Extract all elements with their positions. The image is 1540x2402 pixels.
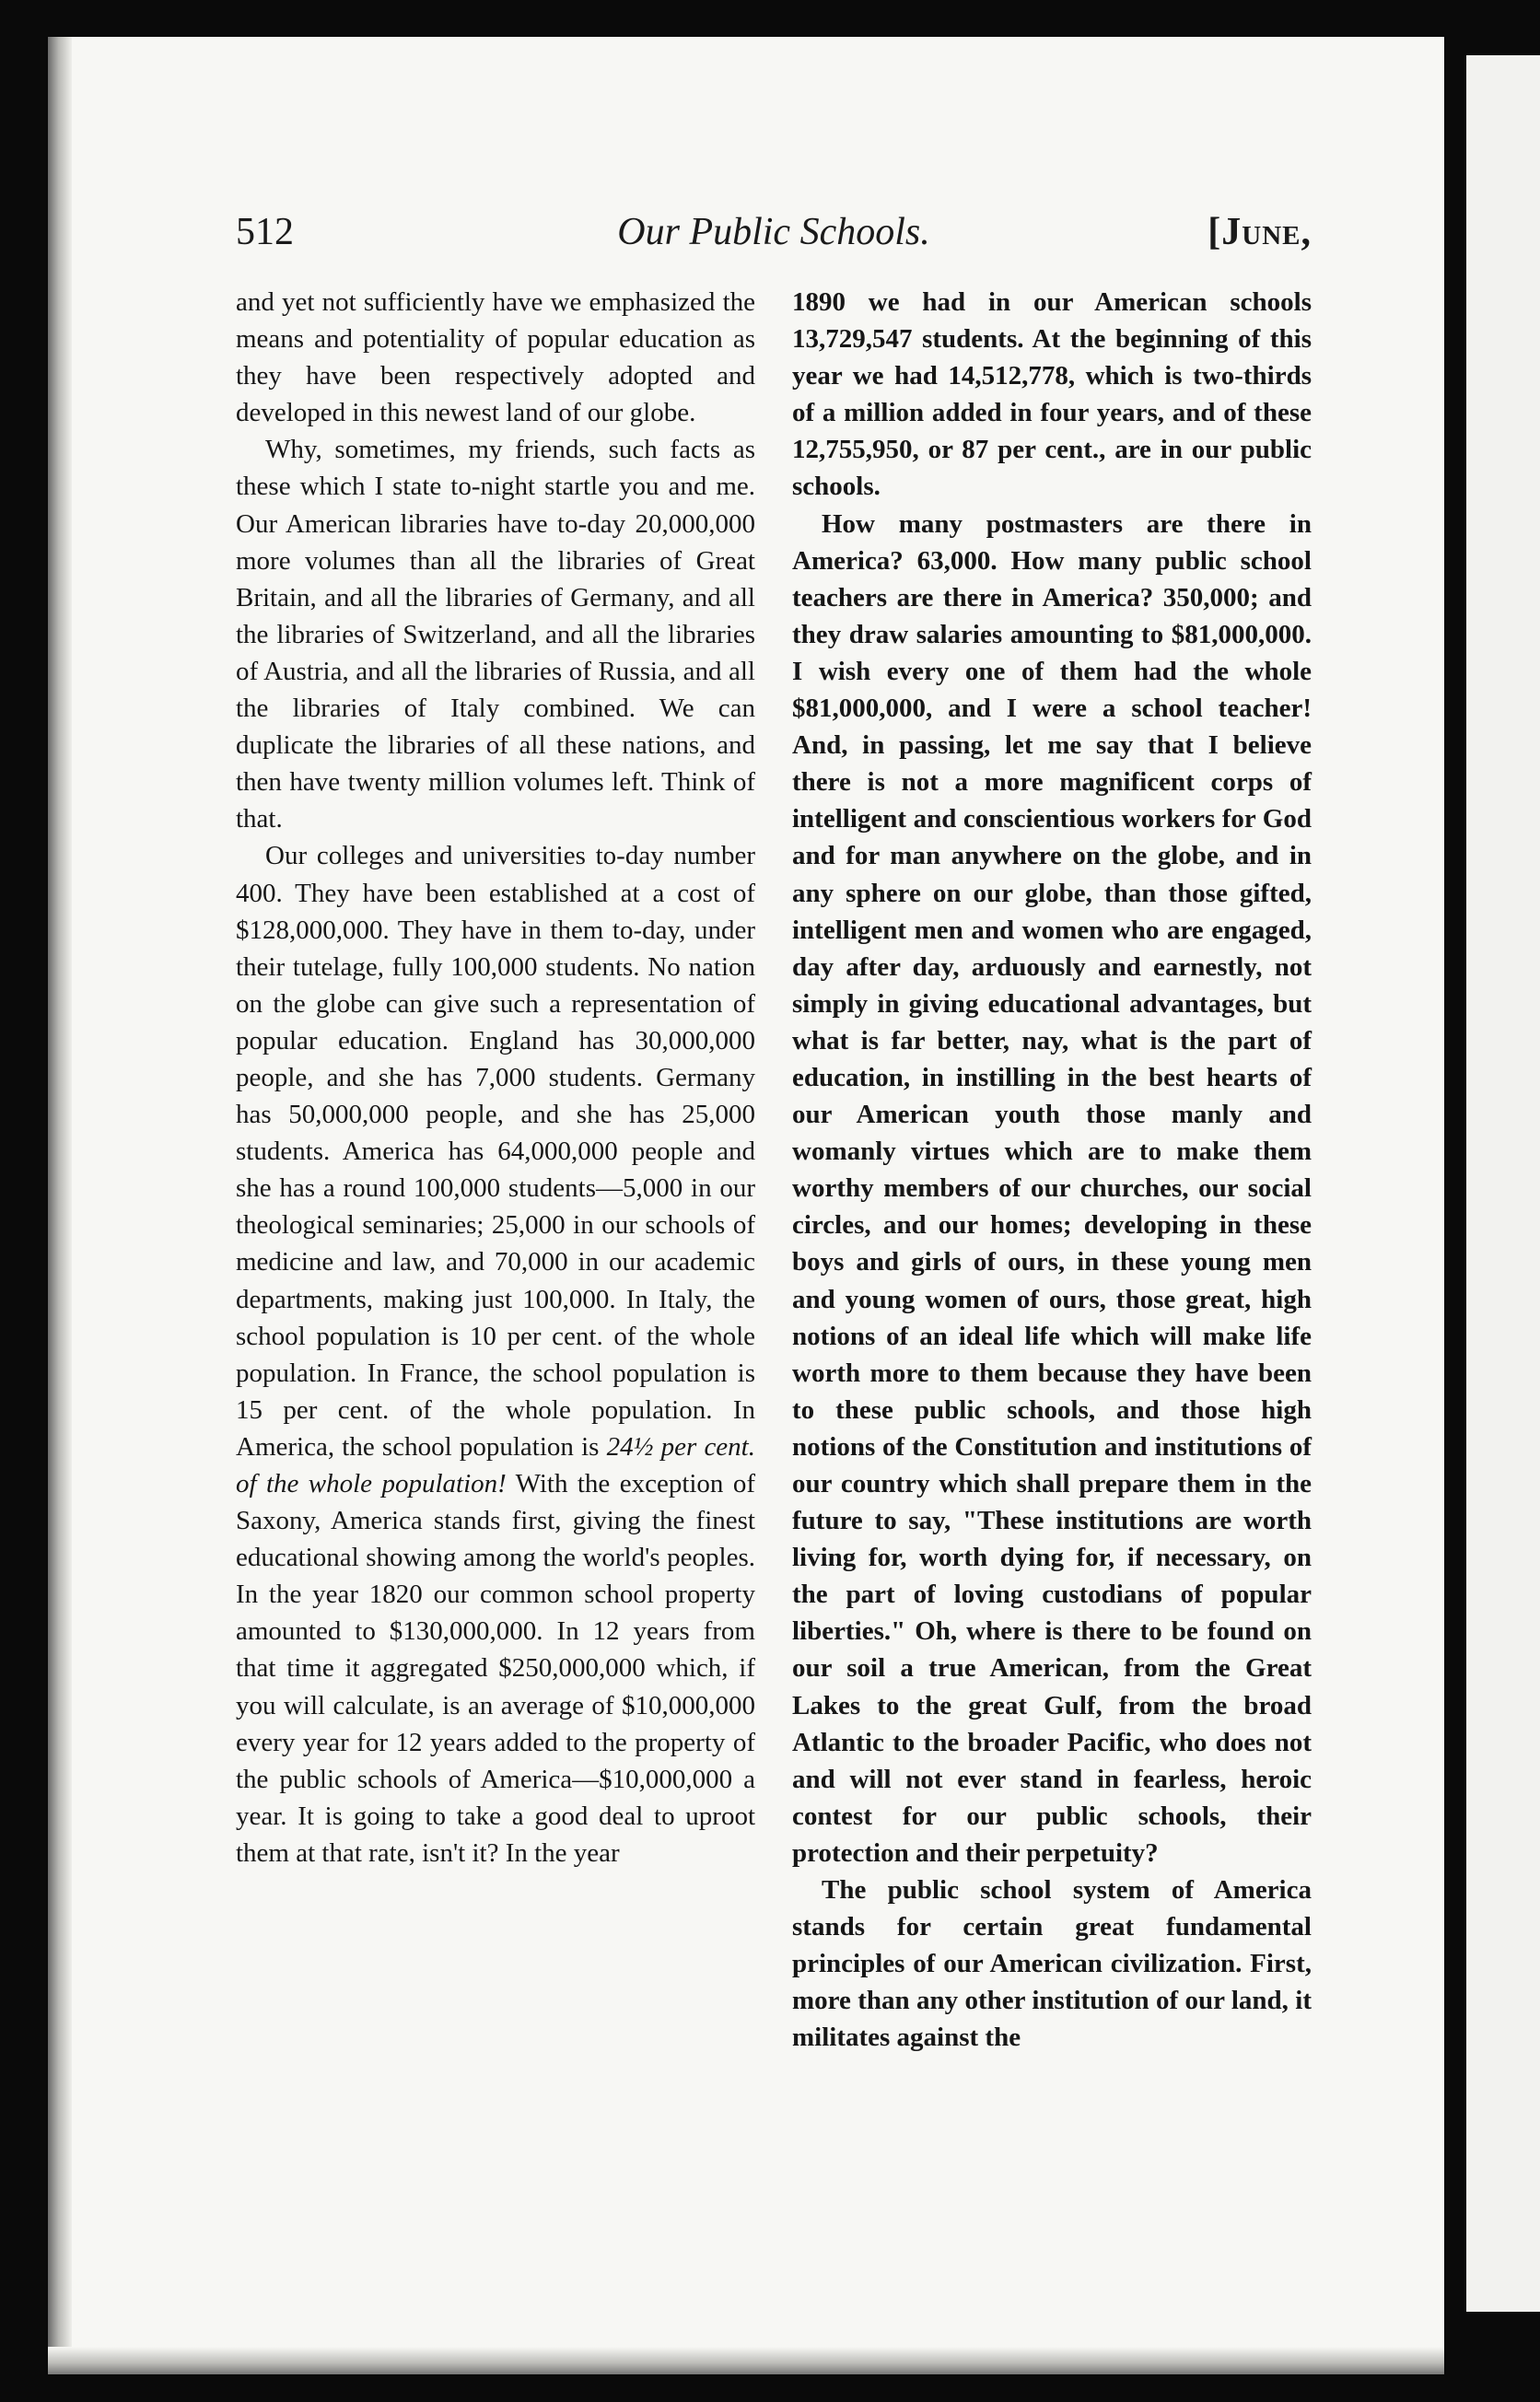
running-date: [June, — [1208, 211, 1312, 253]
adjacent-page-sliver — [1466, 55, 1540, 2312]
page-number: 512 — [236, 211, 294, 253]
scan-bottom-border — [0, 2374, 1540, 2402]
page-left-edge-shadow — [48, 37, 72, 2376]
left-column — [236, 284, 755, 1871]
left-paragraph-2: Why, sometimes, my friends, such facts as these which I state to-night startle you and me. Our American libraries have to-day 20,000,000 more volumes than all the libraries of Great Britain, and all the libraries of Germany, and all the libraries of Switzerland, and all the libraries of Austria, and all the libraries of Russia, and all the libraries of Italy combined. We can duplicate the libraries of all these nations, and then have twenty million volumes left. Think of that. — [236, 435, 755, 834]
right-paragraph-3: The public school system of America stands for certain great fundamental principles of our American civilization. First, more than any other institution of our land, it militates against the — [792, 1875, 1312, 2053]
running-head — [236, 206, 1312, 258]
right-paragraph-2: How many postmasters are there in America? 63,000. How many public school teachers are there in America? 350,000; and they draw salaries amounting to $81,000,000. I wish every one of them had the whole $81,000,000, and I were a school teacher! And, in passing, let me say that I believe there is not a more magnificent corps of intelligent and conscientious workers for God and for man anywhere on the globe, and in any sphere on our globe, than those gifted, intelligent men and women who are engaged, day after day, arduously and earnestly, not simply in giving educational advantages, but what is far better, nay, what is the part of education, in instilling in the best hearts of our American youth those manly and womanly virtues which are to make them worthy members of our churches, our social circles, and our homes; developing in these boys and girls of ours, in these young men and young women of ours, those great, high notions of an ideal life which will make life worth more to them because they have been to these public schools, and those high notions of the Constitution and institutions of our country which shall prepare them in the future to say, "These institutions are worth living for, worth dying for, if necessary, on the part of loving custodians of popular liberties." Oh, where is there to be found on our soil a true American, from the Great Lakes to the great Gulf, from the broad Atlantic to the broader Pacific, who does not and will not ever stand in fearless, heroic contest for our public schools, their protection and their perpetuity? — [792, 508, 1312, 1868]
left-paragraph-1: and yet not sufficiently have we emphasized the means and potentiality of popular education as they have been respectively adopted and developed in this newest land of our globe. — [236, 287, 755, 428]
left-paragraph-3-emphasis: 24½ per cent. of the whole population! — [236, 1431, 755, 1498]
left-paragraph-3-text-a: Our colleges and universities to-day number 400. They have been established at a cost of $128,000,000. They have in them to-day, under their tutelage, fully 100,000 students. No nation on the globe can give such a representation of popular education. England has 30,000,000 people, and she has 7,000 students. Germany has 50,000,000 people, and she has 25,000 students. America has 64,000,000 people and she has a round 100,000 students—5,000 in our theological seminaries; 25,000 in our schools of medicine and law, and 70,000 in our academic departments, making just 100,000. In Italy, the school population is 10 per cent. of the whole population. In France, the school population is 15 per cent. of the whole population. In America, the school population is — [236, 841, 755, 1462]
running-title: Our Public Schools. — [617, 211, 930, 253]
left-paragraph-3-text-b: With the exception of Saxony, America stands first, giving the finest educational showing among the world's peoples. In the year 1820 our common school property amounted to $130,000,000. In 12 years from that time it aggregated $250,000,000 which, if you will calculate, is an average of $10,000,000 every year for 12 years added to the property of the public schools of America—$10,000,000 a year. It is going to take a good deal to uproot them at that rate, isn't it? In the year — [236, 1469, 755, 1868]
right-paragraph-1: 1890 we had in our American schools 13,729,547 students. At the beginning of this year we had 14,512,778, which is two-thirds of a million added in four years, and of these 12,755,950, or 87 per cent., are in our public schools. — [792, 287, 1312, 502]
page-bottom-edge-shadow — [48, 2347, 1448, 2376]
left-paragraph-3 — [236, 837, 755, 1871]
right-column — [792, 284, 1312, 2057]
